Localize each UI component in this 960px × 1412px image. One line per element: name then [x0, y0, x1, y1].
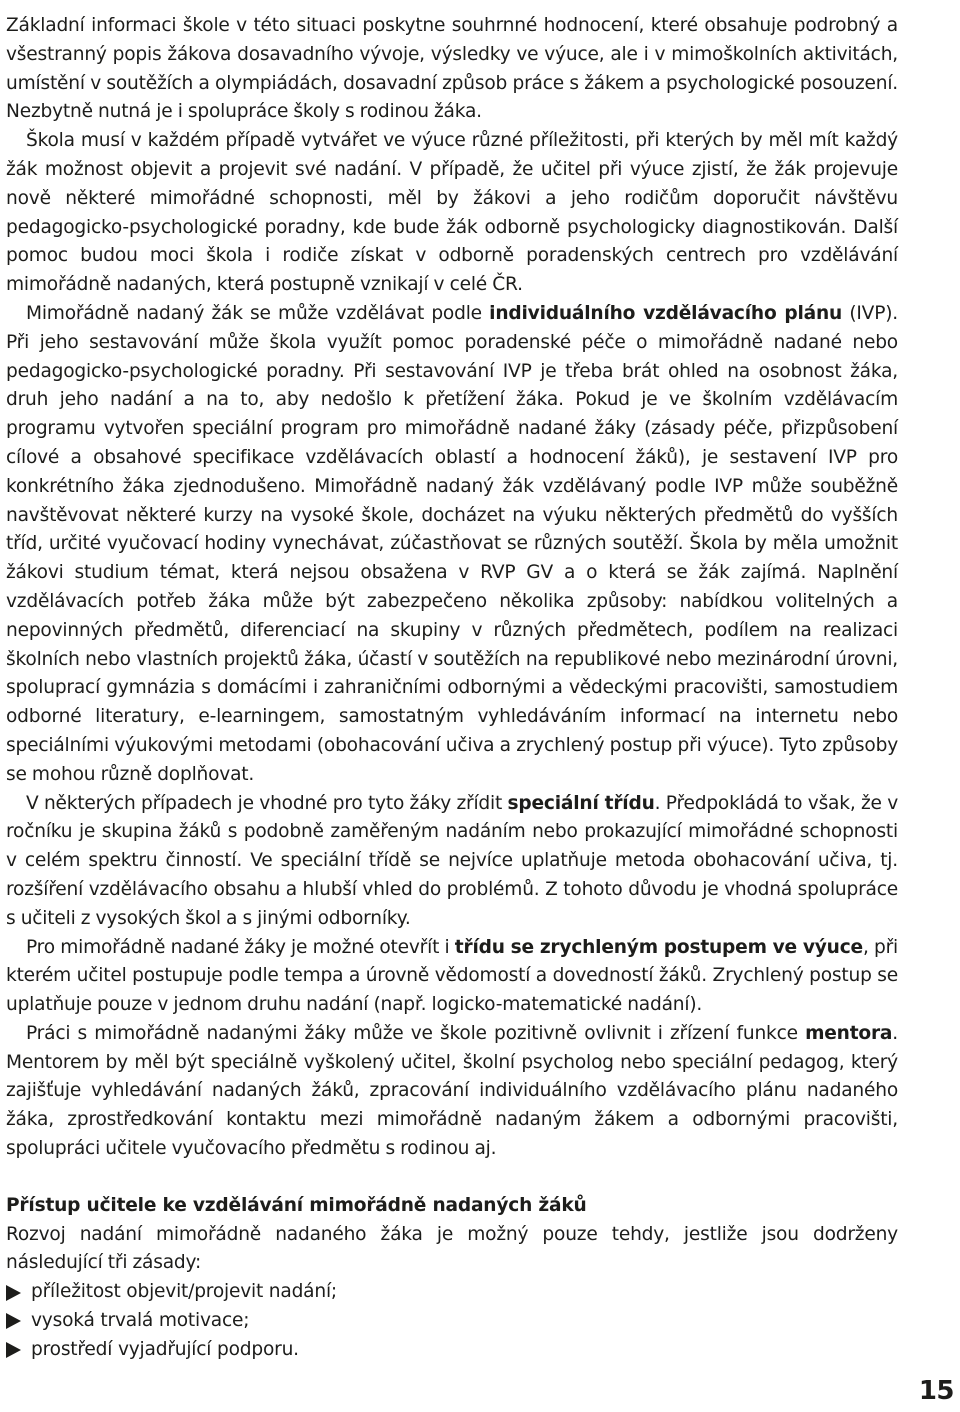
- paragraph-ivp: [6, 300, 898, 790]
- paragraph-accelerated-class-text-cont: , při kterém učitel postupuje podle tempa a úrovně vědomostí a dovedností žáků. Zrychlený postup se uplatňuje pouze v jednom druhu nadání (např. logicko-matematické nadání).: [6, 936, 899, 1016]
- arrow-bullet-icon: [6, 1313, 21, 1329]
- list-item: [6, 1336, 898, 1365]
- paragraph-ivp-text: Mimořádně nadaný žák se může vzdělávat podle: [26, 302, 490, 324]
- paragraph-mentor-emphasis: mentora: [805, 1022, 893, 1044]
- list-item: [6, 1278, 898, 1307]
- paragraph-special-class: [6, 790, 898, 934]
- section-intro: Rozvoj nadání mimořádně nadaného žáka je možný pouze tehdy, jestliže jsou dodrženy následující tři zásady:: [6, 1223, 898, 1274]
- arrow-bullet-icon: [6, 1342, 21, 1358]
- teacher-approach-section: [6, 1192, 898, 1365]
- list-item: [6, 1307, 898, 1336]
- paragraph-accelerated-class-text: Pro mimořádně nadané žáky je možné otevřít i: [26, 936, 455, 958]
- paragraph-mentor-text: Práci s mimořádně nadanými žáky může ve škole pozitivně ovlivnit i zřízení funkce: [26, 1022, 806, 1044]
- list-item-text: příležitost objevit/projevit nadání;: [31, 1281, 337, 1303]
- paragraph-mentor: [6, 1020, 898, 1164]
- principles-list: [6, 1278, 898, 1364]
- paragraph-accelerated-class: [6, 934, 898, 1020]
- list-item-text: vysoká trvalá motivace;: [31, 1310, 250, 1332]
- paragraph-ivp-emphasis: individuálního vzdělávacího plánu: [489, 302, 843, 324]
- paragraph-intro: Základní informaci škole v této situaci poskytne souhrnné hodnocení, které obsahuje podrobný a všestranný popis žákova dosavadního vývoje, výsledky ve výuce, ale i v mimoškolních aktivitách, umístění v soutěžích a olympiádách, dosavadní způsob práce s žákem a psychologické posouzení. Nezbytně nutná je i spolupráce školy s rodinou žáka.: [6, 15, 898, 123]
- paragraph-ivp-text-cont: (IVP). Při jeho sestavování může škola využít pomoc poradenské péče o mimořádně nadané nebo pedagogicko-psychologické poradny. Při sestavování IVP je třeba brát ohled na osobnost žáka, druh jeho nadání a na to, aby nedošlo k přetížení žáka. Pokud je ve školním vzdělávacím programu vytvořen speciální program pro mimořádně nadané žáky (zásady péče, přizpůsobení cílové a obsahové specifikace vzdělávacích oblastí a hodnocení žáků), je sestavení IVP pro konkrétního žáka zjednodušeno. Mimořádně nadaný žák vzdělávaný podle IVP může souběžně navštěvovat některé kurzy na vysoké škole, docházet na výuku některých předmětů do vyšších tříd, určité vyučovací hodiny vynechávat, zúčastňovat se různých soutěží. Škola by měla umožnit žákovi studium témat, která nejsou obsažena v RVP GV a o která se žák zajímá. Naplnění vzdělávacích potřeb žáka může být zabezpečeno několika způsoby: nabídkou volitelných a nepovinných předmětů, diferenciací na skupiny v různých předmětech, podílem na realizaci školních nebo vlastních projektů žáka, účastí v soutěžích na republikové nebo mezinárodní úrovni, spoluprací gymnázia s domácími i zahraničními odbornými a vědeckými pracovišti, samostudiem odborné literatury, e-learningem, samostatným vyhledáváním informací na internetu nebo speciálními výukovými metodami (obohacování učiva a zrychlený postup při výuce). Tyto způsoby se mohou různě doplňovat.: [6, 302, 898, 785]
- paragraph-special-class-text-cont: . Předpokládá to však, že v ročníku je skupina žáků s podobně zaměřeným nadáním nebo prokazující mimořádné schopnosti v celém spektru činností. Ve speciální třídě se nejvíce uplatňuje metoda obohacování učiva, tj. rozšíření vzdělávacího obsahu a hlubší vhled do problémů. Z tohoto důvodu je vhodná spolupráce s učiteli z vysokých škol a s jinými odborníky.: [6, 792, 899, 929]
- paragraph-opportunities: Škola musí v každém případě vytvářet ve výuce různé příležitosti, při kterých by měl mít každý žák možnost objevit a projevit své nadání. V případě, že učitel při výuce zjistí, že žák projevuje nově některé mimořádné schopnosti, měl by žákovi a jeho rodičům doporučit návštěvu pedagogicko-psychologické poradny, kde bude žák odborně psychologicky diagnostikován. Další pomoc budou moci škola i rodiče získat v odborně poradenských centrech pro vzdělávání mimořádně nadaných, která postupně vznikají v celé ČR.: [6, 130, 898, 296]
- list-item-text: prostředí vyjadřující podporu.: [31, 1338, 299, 1360]
- section-title: Přístup učitele ke vzdělávání mimořádně nadaných žáků: [6, 1194, 587, 1216]
- arrow-bullet-icon: [6, 1285, 21, 1301]
- paragraph-special-class-text: V některých případech je vhodné pro tyto žáky zřídit: [26, 792, 508, 814]
- page-number: 15: [918, 1376, 954, 1406]
- paragraph-accelerated-class-emphasis: třídu se zrychleným postupem ve výuce: [454, 936, 863, 958]
- paragraph-mentor-text-cont: . Mentorem by měl být speciálně vyškolený učitel, školní psycholog nebo speciální pedagog, který zajišťuje vyhledávání nadaných žáků, zpracování individuálního vzdělávacího plánu nadaného žáka, zprostředkování kontaktu mezi mimořádně nadaným žákem a odbornými pracovišti, spolupráci učitele vyučovacího předmětu s rodinou aj.: [6, 1022, 898, 1160]
- paragraph-special-class-emphasis: speciální třídu: [507, 792, 655, 814]
- page-content: [6, 12, 898, 1365]
